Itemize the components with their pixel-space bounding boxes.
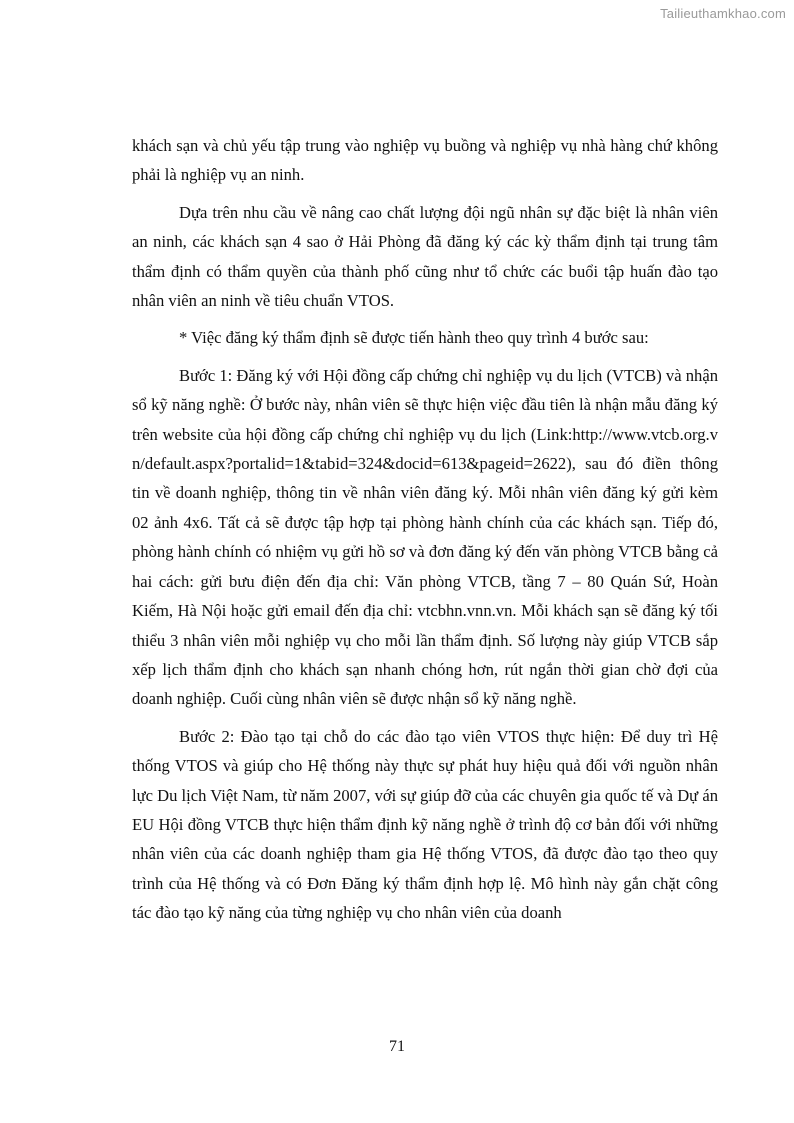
paragraph-procedure-intro: * Việc đăng ký thẩm định sẽ được tiến hành theo quy trình 4 bước sau: [179, 328, 649, 348]
paragraph-staff-needs: Dựa trên nhu cầu về nâng cao chất lượng đội ngũ nhân sự đặc biệt là nhân viên an ninh, các khách sạn 4 sao ở Hải Phòng đã đăng ký các kỳ thẩm định tại trung tâm thẩm định có thẩm quyền của thành phố cũng như tổ chức các buổi tập huấn đào tạo nhân viên an ninh về tiêu chuẩn VTOS. [132, 202, 718, 311]
page-number: 71 [389, 1038, 405, 1055]
step-1-text: Bước 1: Đăng ký với Hội đồng cấp chứng chỉ nghiệp vụ du lịch (VTCB) và nhận sổ kỹ năng nghề: Ở bước này, nhân viên sẽ thực hiện việc đầu tiên là nhận mẫu đăng ký trên website của hội đồng cấp chứng chỉ nghiệp vụ du lịch [132, 365, 718, 444]
vtcb-registration-link[interactable]: (Link:http://www.vtcb.org.vn/default.aspx?portalid=1&tabid=324&docid=613&pageid=2622), [132, 424, 718, 474]
step-1-text-continued: sau đó điền thông tin về doanh nghiệp, thông tin về nhân viên đăng ký. Mỗi nhân viên đăng ký gửi kèm 02 ảnh 4x6. Tất cả sẽ được tập hợp tại phòng hành chính của các khách sạn. Tiếp đó, phòng hành chính có nhiệm vụ gửi hồ sơ và đơn đăng ký đến văn phòng VTCB bằng cả hai cách: gửi bưu điện đến địa chỉ: Văn phòng VTCB, tầng 7 – 80 Quán Sứ, Hoàn Kiếm, Hà Nội hoặc gửi email đến địa chỉ: vtcbhn.vnn.vn. Mỗi khách sạn sẽ đăng ký tối thiểu 3 nhân viên mỗi nghiệp vụ cho mỗi lần thẩm định. Số lượng này giúp VTCB sắp xếp lịch thẩm định cho khách sạn nhanh chóng hơn, rút ngắn thời gian chờ đợi của doanh nghiệp. Cuối cùng nhân viên sẽ được nhận sổ kỹ năng nghề. [132, 454, 718, 709]
paragraph-step-2: Bước 2: Đào tạo tại chỗ do các đào tạo viên VTOS thực hiện: Để duy trì Hệ thống VTOS và giúp cho Hệ thống này thực sự phát huy hiệu quả đối với nguồn nhân lực Du lịch Việt Nam, từ năm 2007, với sự giúp đỡ của các chuyên gia quốc tế và Dự án EU Hội đồng VTCB thực hiện thẩm định kỹ năng nghề ở trình độ cơ bản đối với những nhân viên của các doanh nghiệp tham gia Hệ thống VTOS, đã được đào tạo theo quy trình của Hệ thống và có Đơn Đăng ký thẩm định hợp lệ. Mô hình này gắn chặt công tác đào tạo kỹ năng của từng nghiệp vụ cho nhân viên của doanh [132, 726, 718, 923]
paragraph-continuation: khách sạn và chủ yếu tập trung vào nghiệp vụ buồng và nghiệp vụ nhà hàng chứ không phải là nghiệp vụ an ninh. [132, 136, 718, 185]
paragraph-step-1 [132, 361, 718, 714]
site-watermark: Tailieuthamkhao.com [660, 6, 786, 21]
document-body [132, 131, 718, 936]
